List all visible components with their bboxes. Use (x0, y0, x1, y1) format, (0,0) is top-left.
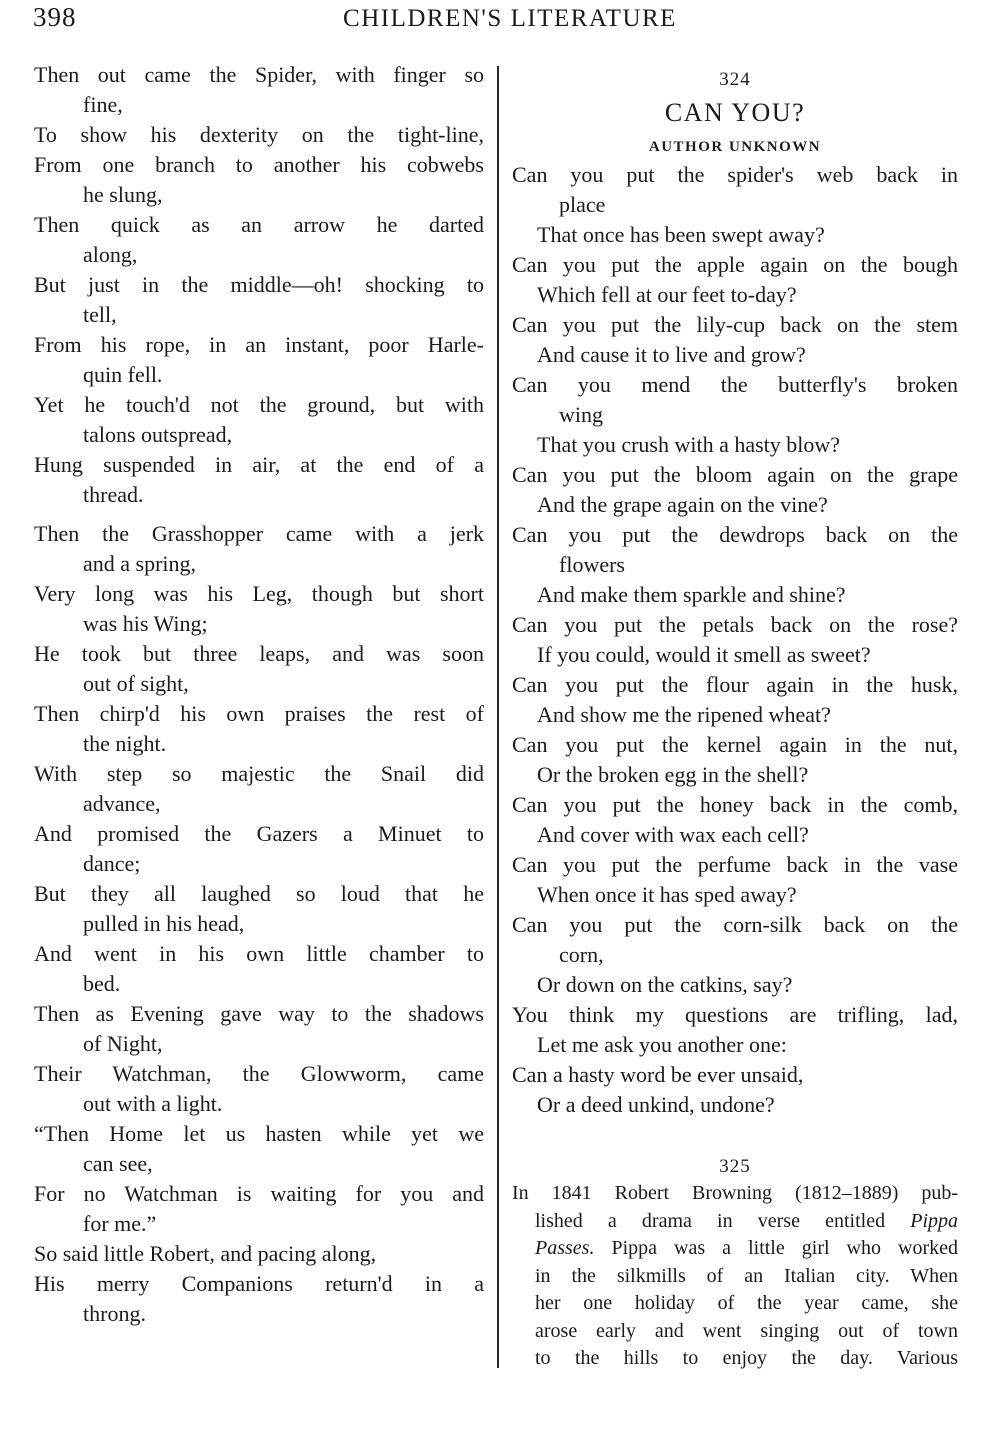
poem-line: Can you put the flour again in the husk, (512, 672, 958, 697)
poem-line: Can you put the kernel again in the nut, (512, 732, 958, 757)
poem-line: Or a deed unkind, undone? (537, 1092, 775, 1117)
poem-line: From his rope, in an instant, poor Harle- (34, 332, 484, 357)
poem-line: along, (83, 242, 138, 267)
poem-line: thread. (83, 482, 144, 507)
poem-line: Can you put the spider's web back in (512, 162, 958, 187)
right-column (512, 66, 958, 1373)
poem-line: Very long was his Leg, though but short (34, 581, 484, 606)
poem-line: So said little Robert, and pacing along, (34, 1241, 377, 1266)
poem-line: Can you put the petals back on the rose? (512, 612, 958, 637)
poem-line: Can you put the lily-cup back on the stem (512, 312, 958, 337)
prose-paragraph (512, 1180, 958, 1373)
prose-line: her one holiday of the year came, she (535, 1292, 958, 1314)
left-column (34, 60, 484, 1329)
poem-line: And make them sparkle and shine? (537, 582, 846, 607)
poem-line: He took but three leaps, and was soon (34, 641, 484, 666)
poem-line: His merry Companions return'd in a (34, 1271, 484, 1296)
poem-line: But they all laughed so loud that he (34, 881, 484, 906)
poem-line: For no Watchman is waiting for you and (34, 1181, 484, 1206)
poem-line: flowers (559, 552, 625, 577)
poem-line: out with a light. (83, 1091, 223, 1116)
poem-line: If you could, would it smell as sweet? (537, 642, 871, 667)
page-number: 398 (33, 2, 77, 32)
poem-line: Let me ask you another one: (537, 1032, 787, 1057)
prose-line (512, 1208, 958, 1236)
poem-line: Or the broken egg in the shell? (537, 762, 809, 787)
poem-line: he slung, (83, 182, 163, 207)
poem-line: And the grape again on the vine? (537, 492, 828, 517)
poem-line: To show his dexterity on the tight-line, (34, 122, 484, 147)
poem-line: of Night, (83, 1031, 163, 1056)
poem-line: Can you put the perfume back in the vase (512, 852, 958, 877)
poem-line: for me.” (83, 1211, 157, 1236)
poem-line: place (559, 192, 606, 217)
poem-line: And cause it to live and grow? (537, 342, 806, 367)
poem-title: CAN YOU? (664, 98, 806, 127)
poem-line: Can you mend the butterfly's broken (512, 372, 958, 397)
work-title: Passes. (535, 1237, 595, 1259)
poem-line: Which fell at our feet to-day? (537, 282, 797, 307)
poem-line: Or down on the catkins, say? (537, 972, 793, 997)
poem-line: talons outspread, (83, 422, 233, 447)
prose-line: to the hills to enjoy the day. Various (535, 1347, 958, 1369)
poem-line: That you crush with a hasty blow? (537, 432, 841, 457)
poem-line: Can you put the honey back in the comb, (512, 792, 958, 817)
poem-line: bed. (83, 971, 121, 996)
poem-line: Then chirp'd his own praises the rest of (34, 701, 484, 726)
poem-line: “Then Home let us hasten while yet we (34, 1121, 484, 1146)
poem-line: Can you put the dewdrops back on the (512, 522, 958, 547)
poem-line: Yet he touch'd not the ground, but with (34, 392, 484, 417)
poem-line: advance, (83, 791, 161, 816)
poem-line: Hung suspended in air, at the end of a (34, 452, 484, 477)
section-number: 325 (719, 1156, 751, 1177)
poem-author: AUTHOR UNKNOWN (648, 139, 822, 155)
poem-line: Can you put the corn-silk back on the (512, 912, 958, 937)
prose-line: in the silkmills of an Italian city. When (535, 1264, 958, 1287)
poem-line: can see, (83, 1151, 153, 1176)
poem-line: tell, (83, 302, 117, 327)
poem-body (512, 160, 958, 1120)
poem-line: Can a hasty word be ever unsaid, (512, 1062, 804, 1087)
poem-line: pulled in his head, (83, 911, 245, 936)
poem-line: wing (559, 402, 603, 427)
poem-line: From one branch to another his cobwebs (34, 152, 484, 177)
column-divider (497, 66, 499, 1368)
poem-line: corn, (559, 942, 604, 967)
running-head: CHILDREN'S LITERATURE (343, 5, 677, 32)
poem-line: Can you put the apple again on the bough (512, 252, 958, 277)
poem-line: And show me the ripened wheat? (537, 702, 831, 727)
prose-line (512, 1235, 958, 1263)
poem-line: When once it has sped away? (537, 882, 797, 907)
poem-line: quin fell. (83, 362, 163, 387)
poem-line: And promised the Gazers a Minuet to (34, 821, 484, 846)
poem-line: Then out came the Spider, with finger so (34, 62, 484, 87)
poem-line: But just in the middle—oh! shocking to (34, 272, 484, 297)
poem-line: dance; (83, 851, 141, 876)
poem-line: With step so majestic the Snail did (34, 761, 484, 786)
poem-line: out of sight, (83, 671, 189, 696)
poem-line: Can you put the bloom again on the grape (512, 462, 958, 487)
poem-line: And cover with wax each cell? (537, 822, 809, 847)
poem-line: and a spring, (83, 551, 197, 576)
prose-line: In 1841 Robert Browning (1812–1889) pub- (512, 1182, 958, 1204)
prose-line: arose early and went singing out of town (535, 1319, 958, 1342)
poem-line: was his Wing; (83, 611, 208, 636)
stanza (34, 60, 484, 510)
poem-line: Then quick as an arrow he darted (34, 212, 484, 237)
prose-text: Pippa was a little girl who worked (611, 1237, 958, 1259)
poem-number: 324 (719, 69, 751, 90)
poem-line: You think my questions are trifling, lad, (512, 1002, 958, 1027)
poem-line: the night. (83, 731, 167, 756)
stanza (34, 519, 484, 1329)
poem-line: That once has been swept away? (537, 222, 825, 247)
poem-line: throng. (83, 1301, 146, 1326)
poem-line: Then the Grasshopper came with a jerk (34, 521, 484, 546)
poem-line: And went in his own little chamber to (34, 941, 484, 966)
poem-line: fine, (83, 92, 123, 117)
poem-line: Their Watchman, the Glowworm, came (34, 1061, 484, 1086)
poem-line: Then as Evening gave way to the shadows (34, 1001, 484, 1026)
work-title: Pippa (910, 1209, 959, 1232)
prose-text: lished a drama in verse entitled (535, 1209, 886, 1232)
